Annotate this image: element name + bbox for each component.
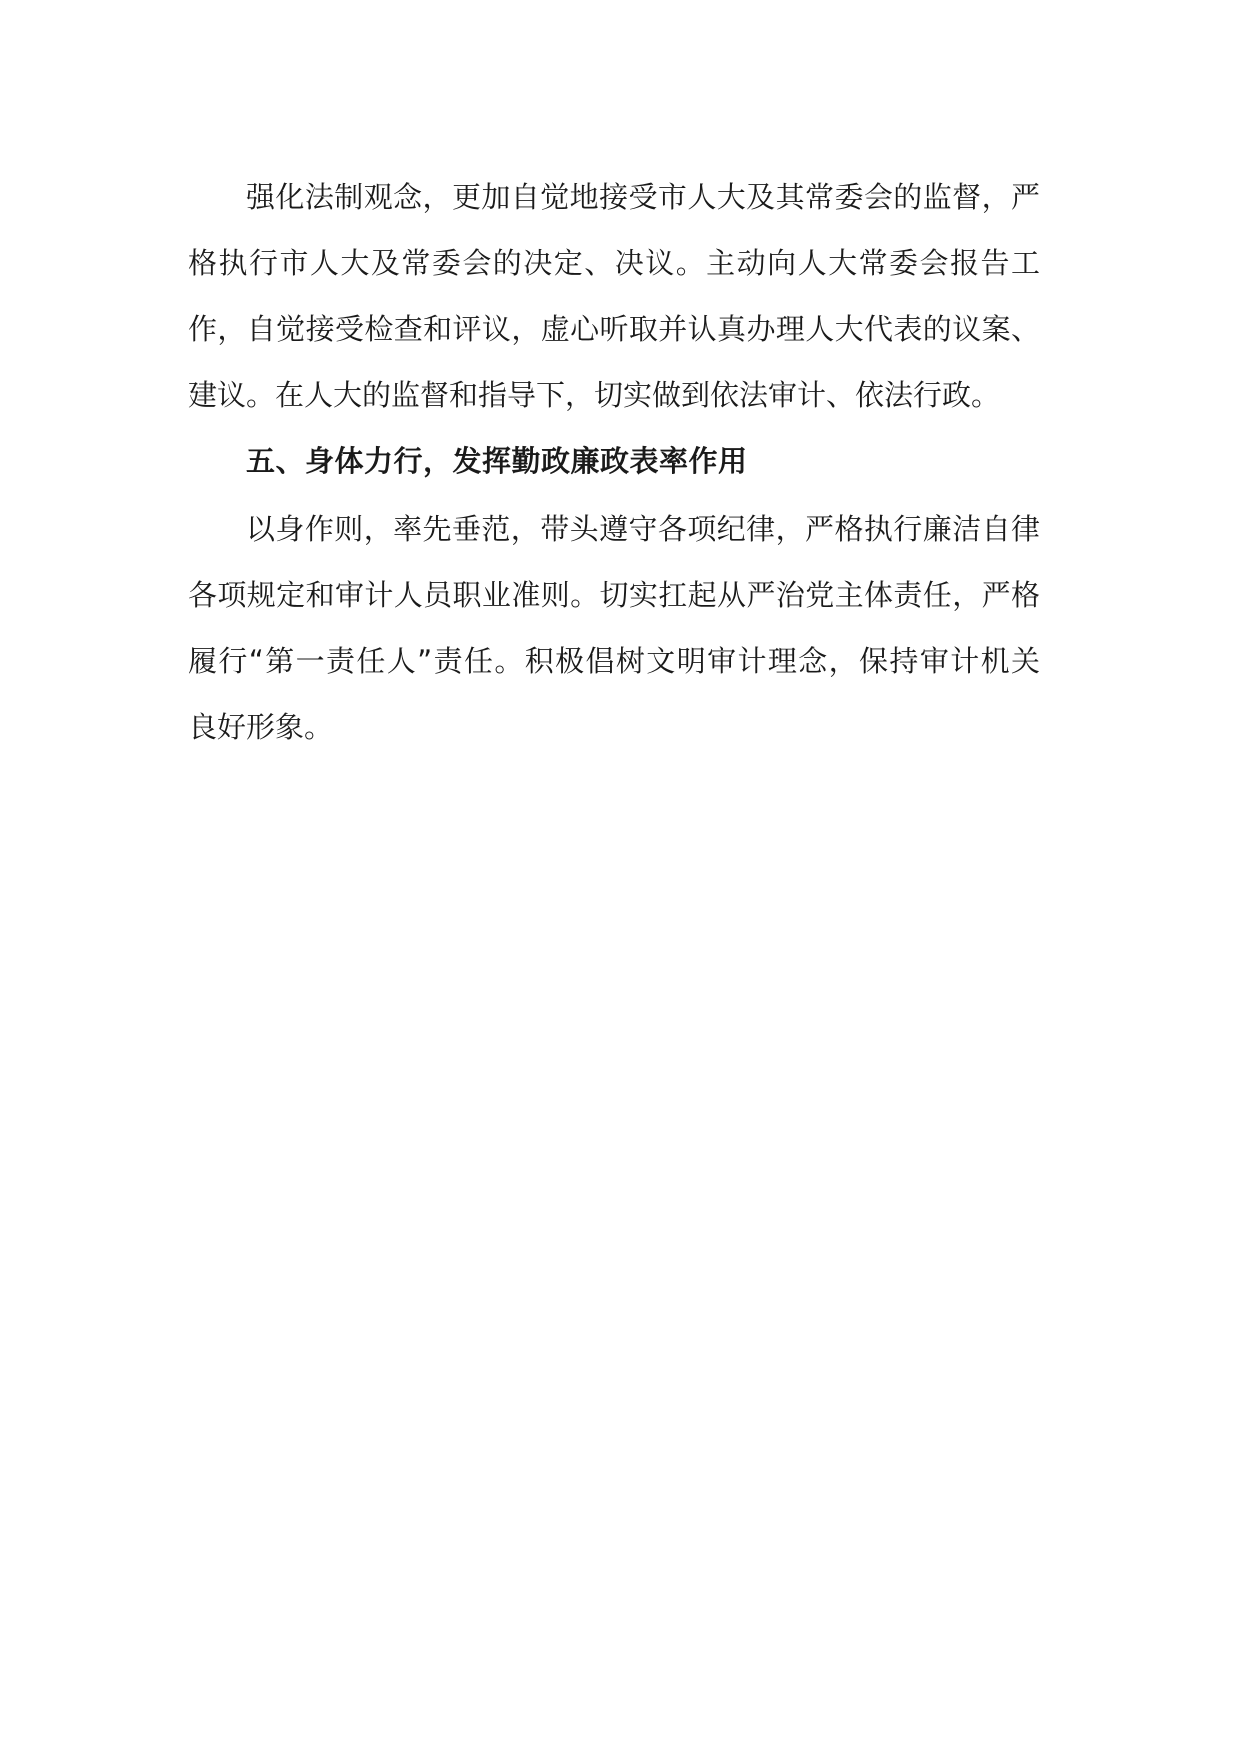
section-heading-text: 五、身体力行，发挥勤政廉政表率作用: [246, 444, 748, 478]
paragraph-line: 良好形象。: [188, 710, 334, 744]
paragraph-line: 格执行市人大及常委会的决定、决议。主动向人大常委会报告工: [188, 246, 1040, 280]
paragraph-line: 履行“第一责任人”责任。积极倡树文明审计理念，保持审计机关: [188, 644, 1040, 678]
paragraph-line: 作，自觉接受检查和评议，虚心听取并认真办理人大代表的议案、: [188, 312, 1040, 346]
paragraph-line: 各项规定和审计人员职业准则。切实扛起从严治党主体责任，严格: [188, 578, 1040, 612]
paragraph-line: 以身作则，率先垂范，带头遵守各项纪律，严格执行廉洁自律: [246, 512, 1040, 546]
paragraph-integrity: [188, 496, 1040, 760]
paragraph-line: 建议。在人大的监督和指导下，切实做到依法审计、依法行政。: [188, 378, 1001, 412]
paragraph-line: 强化法制观念，更加自觉地接受市人大及其常委会的监督，严: [246, 180, 1040, 214]
section-heading: [188, 428, 1040, 494]
paragraph-supervision: [188, 164, 1040, 428]
